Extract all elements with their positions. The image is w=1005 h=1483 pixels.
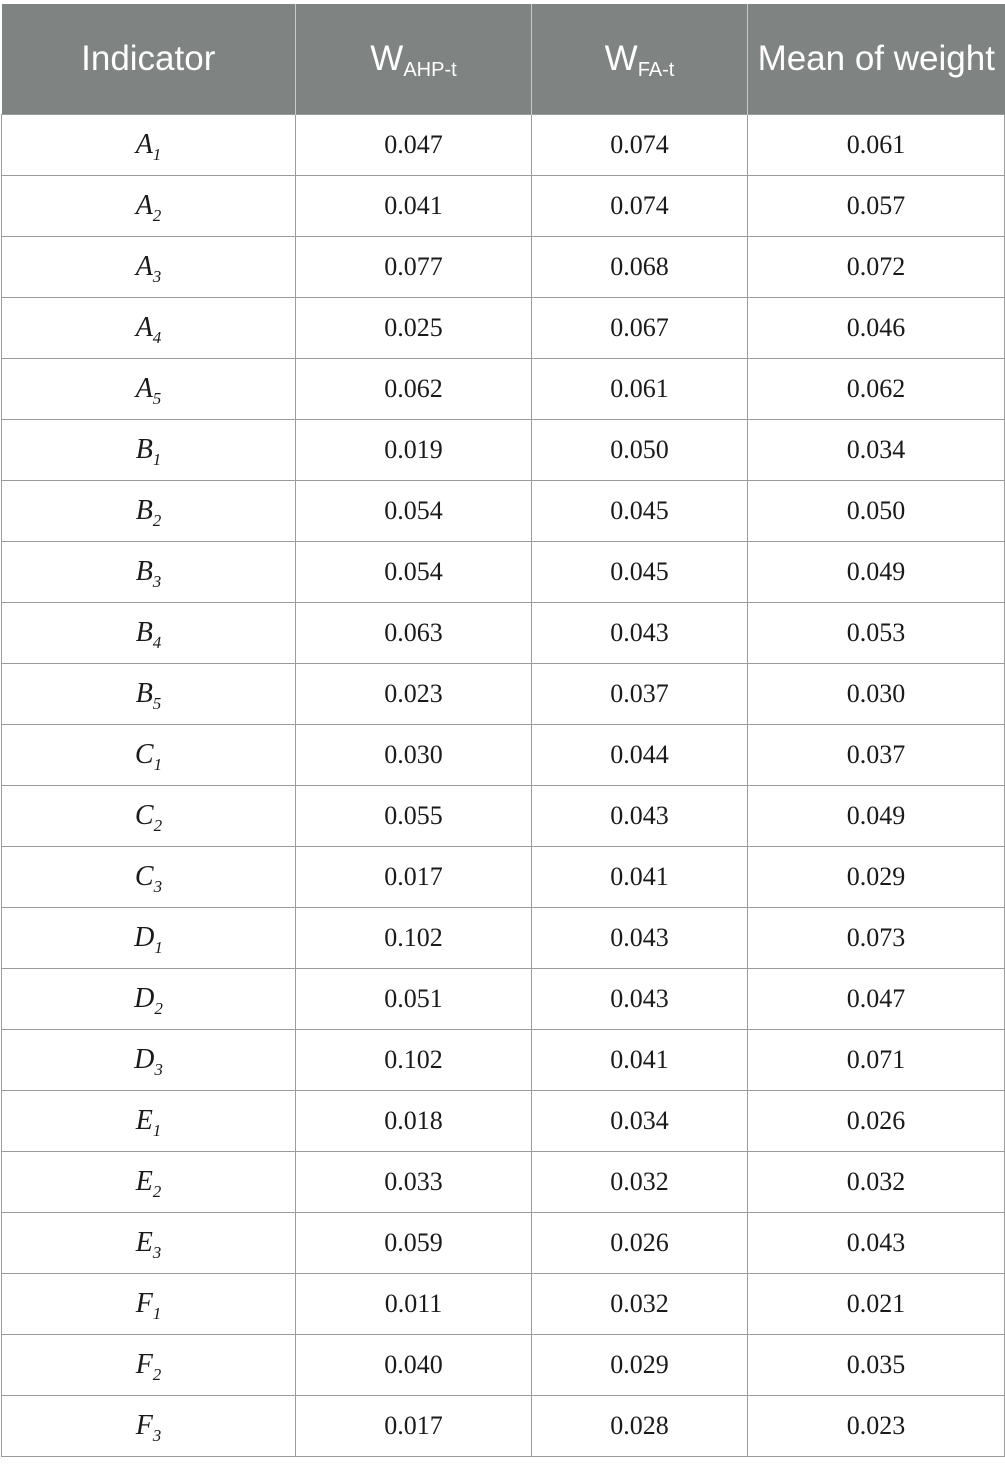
w-fa-cell: 0.032 — [532, 1151, 748, 1212]
indicator-letter: A — [135, 250, 153, 282]
indicator-cell — [2, 602, 296, 663]
indicator-letter: A — [135, 189, 153, 221]
mean-weight-cell: 0.053 — [748, 602, 1005, 663]
indicator-cell — [2, 1273, 296, 1334]
w-ahp-cell: 0.059 — [296, 1212, 532, 1273]
indicator-cell — [2, 785, 296, 846]
w-ahp-cell: 0.062 — [296, 358, 532, 419]
w-fa-cell: 0.050 — [532, 419, 748, 480]
indicator-letter: E — [135, 1104, 153, 1136]
indicator-cell — [2, 1151, 296, 1212]
table-row — [2, 419, 1005, 480]
w-ahp-cell: 0.017 — [296, 1395, 532, 1456]
indicator-letter: E — [135, 1226, 153, 1258]
indicator-letter: F — [135, 1348, 153, 1380]
indicator-cell — [2, 1334, 296, 1395]
indicator-cell — [2, 846, 296, 907]
indicator-letter: A — [135, 128, 153, 160]
mean-weight-cell: 0.061 — [748, 114, 1005, 175]
indicator-subscript: 2 — [152, 510, 162, 530]
indicator-letter: A — [135, 372, 153, 404]
w-ahp-cell: 0.025 — [296, 297, 532, 358]
mean-weight-cell: 0.073 — [748, 907, 1005, 968]
w-fa-cell: 0.074 — [532, 114, 748, 175]
indicator-subscript: 1 — [152, 144, 162, 164]
header-row — [2, 4, 1005, 114]
w-fa-cell: 0.043 — [532, 785, 748, 846]
header-w-fa-base: W — [604, 39, 638, 79]
indicator-subscript: 3 — [153, 876, 163, 896]
indicator-cell — [2, 419, 296, 480]
indicator-subscript: 1 — [153, 754, 163, 774]
table-row — [2, 1273, 1005, 1334]
indicator-subscript: 1 — [152, 1120, 162, 1140]
table-row — [2, 480, 1005, 541]
indicator-subscript: 4 — [152, 632, 162, 652]
indicator-letter: B — [135, 433, 153, 465]
indicator-subscript: 2 — [152, 205, 162, 225]
indicator-subscript: 3 — [152, 1425, 162, 1445]
mean-weight-cell: 0.035 — [748, 1334, 1005, 1395]
indicator-subscript: 1 — [154, 937, 163, 957]
mean-weight-cell: 0.071 — [748, 1029, 1005, 1090]
indicator-subscript: 4 — [152, 327, 162, 347]
mean-weight-cell: 0.072 — [748, 236, 1005, 297]
indicator-subscript: 5 — [152, 388, 162, 408]
indicator-subscript: 2 — [152, 1181, 162, 1201]
w-fa-cell: 0.029 — [532, 1334, 748, 1395]
indicator-subscript: 5 — [152, 693, 162, 713]
header-indicator-label: Indicator — [81, 39, 216, 79]
indicator-subscript: 3 — [152, 1242, 162, 1262]
indicator-letter: B — [135, 494, 153, 526]
table-row — [2, 175, 1005, 236]
w-fa-cell: 0.037 — [532, 663, 748, 724]
w-ahp-cell: 0.019 — [296, 419, 532, 480]
w-fa-cell: 0.045 — [532, 480, 748, 541]
mean-weight-cell: 0.026 — [748, 1090, 1005, 1151]
indicator-cell — [2, 541, 296, 602]
w-fa-cell: 0.061 — [532, 358, 748, 419]
indicator-cell — [2, 297, 296, 358]
w-ahp-cell: 0.018 — [296, 1090, 532, 1151]
w-ahp-cell: 0.011 — [296, 1273, 532, 1334]
indicator-letter: E — [135, 1165, 153, 1197]
header-mean-weight-label: Mean of weight — [757, 39, 995, 79]
indicator-subscript: 2 — [152, 1364, 162, 1384]
mean-weight-cell: 0.030 — [748, 663, 1005, 724]
w-ahp-cell: 0.023 — [296, 663, 532, 724]
indicator-cell — [2, 1395, 296, 1456]
indicator-subscript: 3 — [152, 571, 162, 591]
indicator-letter: F — [135, 1409, 153, 1441]
w-fa-cell: 0.043 — [532, 907, 748, 968]
w-fa-cell: 0.074 — [532, 175, 748, 236]
indicator-letter: B — [135, 555, 153, 587]
table-body — [2, 114, 1005, 1456]
table-row — [2, 785, 1005, 846]
indicator-letter: B — [135, 616, 153, 648]
indicator-letter: D — [134, 982, 155, 1014]
header-indicator — [2, 4, 296, 114]
indicator-cell — [2, 358, 296, 419]
header-mean-weight — [748, 4, 1005, 114]
table-header — [2, 4, 1005, 114]
w-ahp-cell: 0.054 — [296, 541, 532, 602]
w-ahp-cell: 0.051 — [296, 968, 532, 1029]
table-row — [2, 663, 1005, 724]
mean-weight-cell: 0.047 — [748, 968, 1005, 1029]
mean-weight-cell: 0.049 — [748, 785, 1005, 846]
w-fa-cell: 0.028 — [532, 1395, 748, 1456]
w-fa-cell: 0.045 — [532, 541, 748, 602]
indicator-subscript: 1 — [152, 449, 162, 469]
header-w-ahp — [296, 4, 532, 114]
mean-weight-cell: 0.029 — [748, 846, 1005, 907]
w-ahp-cell: 0.102 — [296, 1029, 532, 1090]
mean-weight-cell: 0.046 — [748, 297, 1005, 358]
table-row — [2, 1212, 1005, 1273]
header-w-ahp-subscript: AHP-t — [403, 59, 457, 82]
indicator-cell — [2, 1029, 296, 1090]
table-row — [2, 1334, 1005, 1395]
w-fa-cell: 0.041 — [532, 1029, 748, 1090]
mean-weight-cell: 0.034 — [748, 419, 1005, 480]
w-ahp-cell: 0.033 — [296, 1151, 532, 1212]
mean-weight-cell: 0.037 — [748, 724, 1005, 785]
header-w-fa — [532, 4, 748, 114]
indicator-cell — [2, 663, 296, 724]
indicator-letter: A — [135, 311, 153, 343]
indicator-letter: C — [134, 738, 154, 770]
indicator-subscript: 2 — [154, 998, 163, 1018]
indicator-cell — [2, 175, 296, 236]
indicator-subscript: 3 — [152, 266, 162, 286]
indicator-letter: C — [134, 799, 154, 831]
indicator-cell — [2, 236, 296, 297]
table-row — [2, 236, 1005, 297]
indicator-subscript: 2 — [153, 815, 163, 835]
indicator-cell — [2, 480, 296, 541]
table-row — [2, 1090, 1005, 1151]
mean-weight-cell: 0.023 — [748, 1395, 1005, 1456]
w-ahp-cell: 0.063 — [296, 602, 532, 663]
table-row — [2, 846, 1005, 907]
w-ahp-cell: 0.040 — [296, 1334, 532, 1395]
w-fa-cell: 0.041 — [532, 846, 748, 907]
indicator-subscript: 3 — [154, 1059, 163, 1079]
table-row — [2, 1395, 1005, 1456]
mean-weight-cell: 0.043 — [748, 1212, 1005, 1273]
w-ahp-cell: 0.054 — [296, 480, 532, 541]
w-fa-cell: 0.043 — [532, 602, 748, 663]
indicator-letter: C — [134, 860, 154, 892]
mean-weight-cell: 0.049 — [748, 541, 1005, 602]
w-ahp-cell: 0.041 — [296, 175, 532, 236]
indicator-letter: F — [135, 1287, 153, 1319]
w-ahp-cell: 0.017 — [296, 846, 532, 907]
indicator-letter: D — [134, 1043, 155, 1075]
w-ahp-cell: 0.030 — [296, 724, 532, 785]
w-ahp-cell: 0.077 — [296, 236, 532, 297]
mean-weight-cell: 0.050 — [748, 480, 1005, 541]
indicator-cell — [2, 968, 296, 1029]
table-row — [2, 114, 1005, 175]
w-ahp-cell: 0.047 — [296, 114, 532, 175]
table-row — [2, 358, 1005, 419]
w-fa-cell: 0.032 — [532, 1273, 748, 1334]
w-fa-cell: 0.068 — [532, 236, 748, 297]
indicator-cell — [2, 114, 296, 175]
table-row — [2, 297, 1005, 358]
indicator-letter: D — [134, 921, 155, 953]
indicator-cell — [2, 1212, 296, 1273]
indicator-cell — [2, 907, 296, 968]
table-row — [2, 968, 1005, 1029]
table-row — [2, 1151, 1005, 1212]
w-ahp-cell: 0.102 — [296, 907, 532, 968]
table-row — [2, 602, 1005, 663]
w-fa-cell: 0.044 — [532, 724, 748, 785]
table-row — [2, 541, 1005, 602]
w-fa-cell: 0.067 — [532, 297, 748, 358]
mean-weight-cell: 0.032 — [748, 1151, 1005, 1212]
header-w-ahp-base: W — [370, 39, 404, 79]
indicator-letter: B — [135, 677, 153, 709]
mean-weight-cell: 0.057 — [748, 175, 1005, 236]
w-fa-cell: 0.034 — [532, 1090, 748, 1151]
mean-weight-cell: 0.062 — [748, 358, 1005, 419]
table-row — [2, 1029, 1005, 1090]
header-w-fa-subscript: FA-t — [637, 59, 675, 82]
indicator-cell — [2, 724, 296, 785]
w-ahp-cell: 0.055 — [296, 785, 532, 846]
table-row — [2, 907, 1005, 968]
indicator-cell — [2, 1090, 296, 1151]
table-row — [2, 724, 1005, 785]
indicator-subscript: 1 — [152, 1303, 162, 1323]
weights-table — [1, 4, 1005, 1457]
w-fa-cell: 0.026 — [532, 1212, 748, 1273]
w-fa-cell: 0.043 — [532, 968, 748, 1029]
mean-weight-cell: 0.021 — [748, 1273, 1005, 1334]
